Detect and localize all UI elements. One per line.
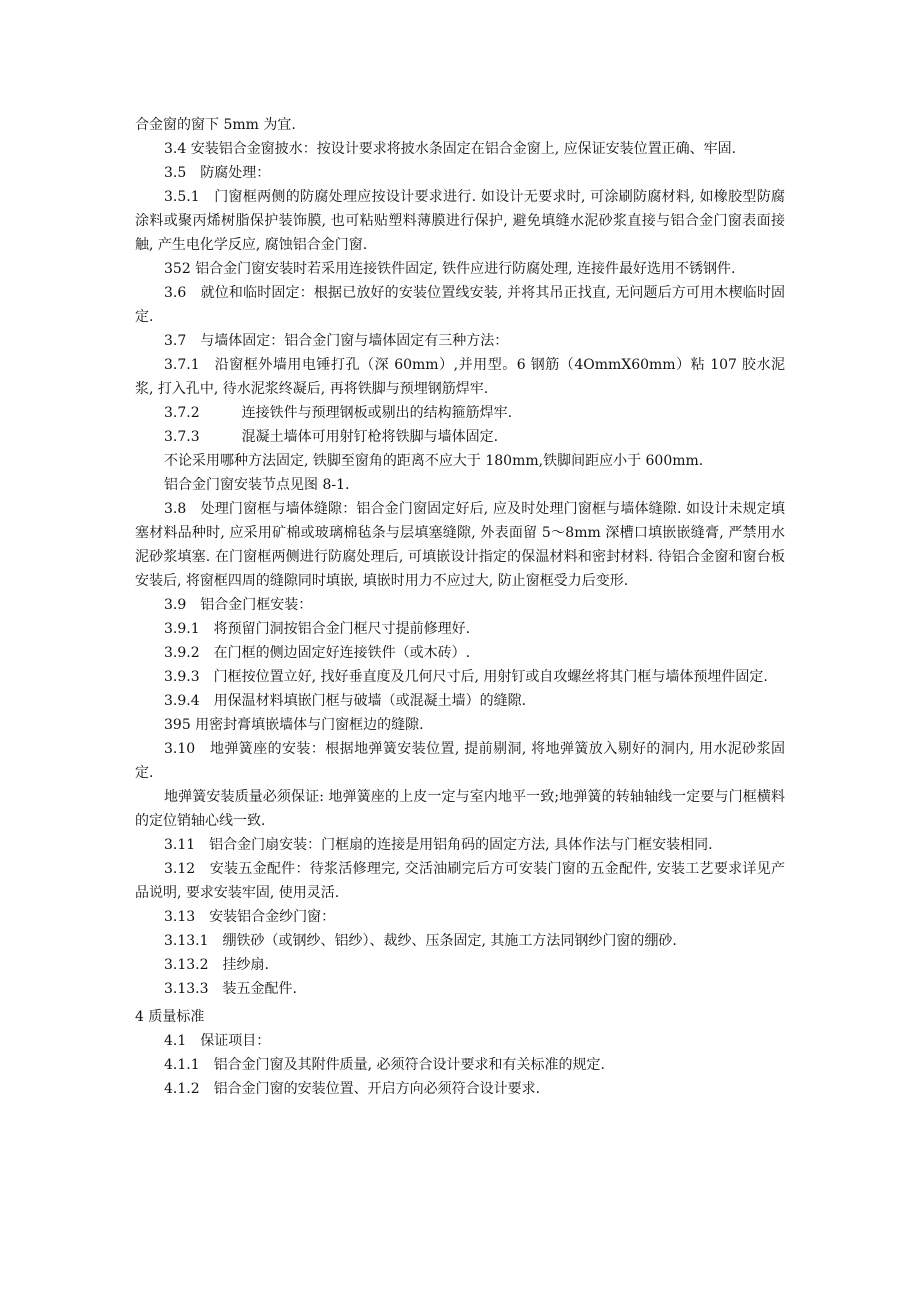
paragraph: 4.1 保证项目： xyxy=(164,1033,271,1049)
paragraph: 3.10 地弹簧座的安装：根据地弹簧安装位置, 提前剔洞, 将地弹簧放入剔好的洞内, 用水泥砂浆固定. xyxy=(135,741,785,781)
paragraph: 3.13.3 装五金配件. xyxy=(164,981,297,997)
paragraph: 4.1.1 铝合金门窗及其附件质量, 必须符合设计要求和有关标准的规定. xyxy=(164,1057,605,1073)
paragraph: 不论采用哪种方法固定, 铁脚至窗角的距离不应大于 180mm,铁脚间距应小于 600mm. xyxy=(164,453,704,469)
paragraph: 3.6 就位和临时固定：根据已放好的安装位置线安装, 并将其吊正找直, 无问题后方可用木楔临时固定. xyxy=(135,285,785,325)
paragraph: 3.11 铝合金门扇安装：门框扇的连接是用铝角码的固定方法, 具体作法与门框安装相同. xyxy=(164,837,713,853)
paragraph: 3.13.2 挂纱扇. xyxy=(164,957,269,973)
paragraph: 铝合金门窗安装节点见图 8-1. xyxy=(164,477,350,493)
paragraph: 3.9.3 门框按位置立好, 找好垂直度及几何尺寸后, 用射钉或自攻螺丝将其门框与墙体预埋件固定. xyxy=(164,669,768,685)
paragraph: 4.1.2 铝合金门窗的安装位置、开启方向必须符合设计要求. xyxy=(164,1081,541,1097)
paragraph: 395 用密封膏填嵌墙体与门窗框边的缝隙. xyxy=(164,717,424,733)
paragraph: 3.7 与墙体固定：铝合金门窗与墙体固定有三种方法： xyxy=(164,333,509,349)
paragraph: 3.13.1 绷铁砂（或钢纱、铝纱）、裁纱、压条固定, 其施工方法同钢纱门窗的绷砂. xyxy=(164,933,677,949)
paragraph: 3.5.1 门窗框两侧的防腐处理应按设计要求进行. 如设计无要求时, 可涂刷防腐材料, 如橡胶型防腐涂料或聚丙烯树脂保护装饰膜, 也可粘贴塑料薄膜进行保护, 避免填缝水泥砂浆直接与铝合金门窗表面接触, 产生电化学反应, 腐蚀铝合金门窗. xyxy=(135,189,785,253)
paragraph: 4 质量标准 xyxy=(135,1009,205,1025)
document-body xyxy=(135,113,785,1101)
paragraph: 3.12 安装五金配件：待浆活修理完, 交活油刷完后方可安装门窗的五金配件, 安装工艺要求详见产品说明, 要求安装牢固, 使用灵活. xyxy=(135,861,785,901)
paragraph: 3.7.1 沿窗框外墙用电锤打孔（深 60mm）,并用型。6 钢筋（4OmmX60mm）粘 107 胶水泥浆, 打入孔中, 待水泥浆终凝后, 再将铁脚与预埋钢筋焊牢. xyxy=(135,357,785,397)
paragraph: 3.9.4 用保温材料填嵌门框与破墙（或混凝土墙）的缝隙. xyxy=(164,693,527,709)
paragraph: 3.4 安装铝合金窗披水：按设计要求将披水条固定在铝合金窗上, 应保证安装位置正确、牢固. xyxy=(164,141,737,157)
paragraph: 3.13 安装铝合金纱门窗： xyxy=(164,909,336,925)
paragraph: 3.7.3 混凝土墙体可用射钉枪将铁脚与墙体固定. xyxy=(164,429,499,445)
paragraph: 3.9.2 在门框的侧边固定好连接铁件（或木砖）. xyxy=(164,645,471,661)
paragraph: 3.7.2 连接铁件与预理钢板或剔出的结构箍筋焊牢. xyxy=(164,405,513,421)
paragraph: 地弹簧安装质量必须保证: 地弹簧座的上皮一定与室内地平一致;地弹簧的转轴轴线一定要与门框横料的定位销轴心线一致. xyxy=(135,789,785,829)
paragraph: 合金窗的窗下 5mm 为宜. xyxy=(135,117,296,133)
paragraph: 3.5 防腐处理： xyxy=(164,165,271,181)
paragraph: 3.9.1 将预留门洞按铝合金门框尺寸提前修理好. xyxy=(164,621,471,637)
paragraph: 3.9 铝合金门框安装： xyxy=(164,597,313,613)
paragraph: 3.8 处理门窗框与墙体缝隙：铝合金门窗固定好后, 应及时处理门窗框与墙体缝隙. 如设计未规定填塞材料品种时, 应采用矿棉或玻璃棉毡条与层填塞缝隙, 外表面留 5～8mm 深槽口填嵌嵌缝膏, 严禁用水泥砂浆填塞. 在门窗框两侧进行防腐处理后, 可填嵌设计指定的保温材料和密封材料. 待铝合金窗和窗台板安装后, 将窗框四周的缝隙同时填嵌, 填嵌时用力不应过大, 防止窗框受力后变形. xyxy=(135,501,785,589)
paragraph: 352 铝合金门窗安装时若采用连接铁件固定, 铁件应进行防腐处理, 连接件最好选用不锈钢件. xyxy=(164,261,736,277)
